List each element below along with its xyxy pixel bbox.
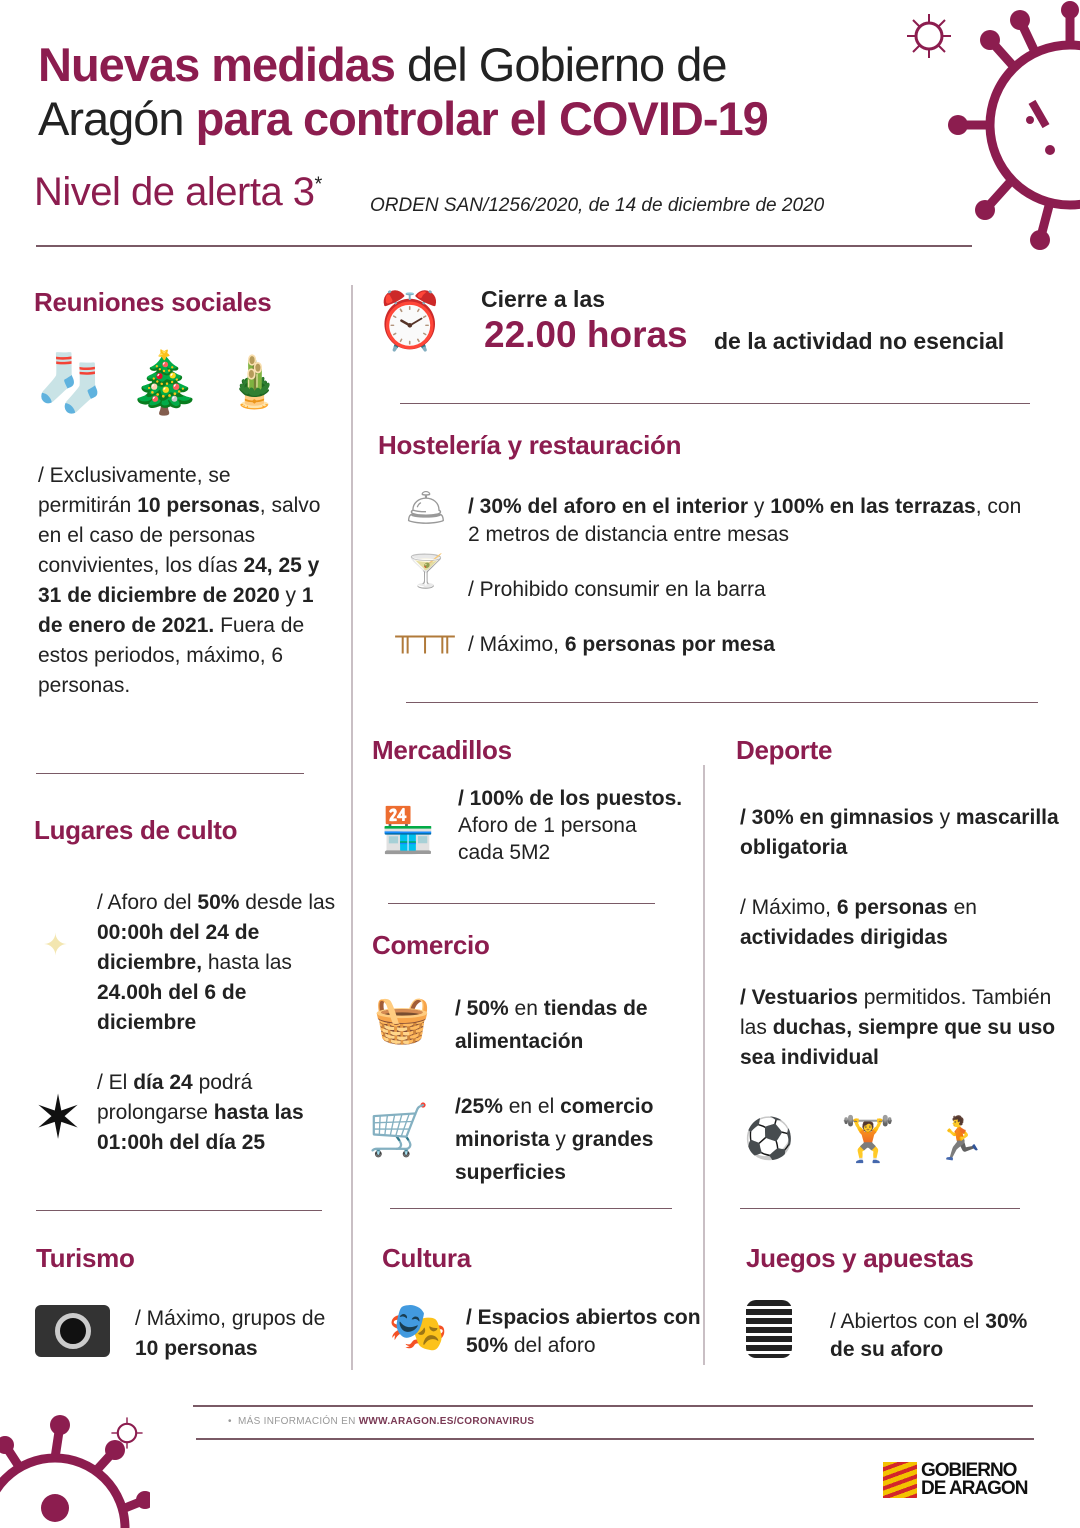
hosteleria-item-3 bbox=[468, 630, 1028, 660]
section-title-culto: Lugares de culto bbox=[34, 815, 238, 845]
divider bbox=[388, 903, 655, 904]
text-segment: /25% bbox=[455, 1095, 503, 1118]
divider bbox=[36, 1210, 322, 1211]
deporte-item-3 bbox=[740, 983, 1060, 1073]
divider bbox=[740, 1208, 1020, 1209]
text-segment: 6 personas bbox=[836, 896, 948, 919]
text-segment: Nuevas medidas bbox=[38, 38, 395, 91]
comercio-item-2 bbox=[455, 1090, 700, 1189]
text-segment: / 30% en gimnasios bbox=[740, 806, 934, 829]
text-segment: 30% de su aforo bbox=[830, 1310, 1028, 1361]
text-segment: / Exclusivamente, se permitirán bbox=[38, 464, 231, 517]
christmas-tree-icon: 🎄 bbox=[127, 349, 202, 416]
sparkle-icon: ✦ bbox=[42, 928, 69, 962]
hosteleria-item-1 bbox=[468, 493, 1038, 549]
soccer-ball-icon: ⚽ bbox=[744, 1116, 794, 1161]
grocery-basket-icon: 🧺 bbox=[373, 993, 432, 1045]
divider bbox=[36, 773, 304, 774]
more-info: • MÁS INFORMACIÓN EN WWW.ARAGON.ES/CORONAVIRUS bbox=[228, 1416, 535, 1427]
text-segment: permitidos. También las bbox=[740, 986, 1052, 1039]
text-segment: Aforo de 1 persona cada 5M2 bbox=[458, 814, 637, 864]
culto-item-2 bbox=[97, 1068, 337, 1158]
text-segment: mascarilla obligatoria bbox=[740, 806, 1059, 859]
weightlifting-icon: 🏋 bbox=[840, 1115, 896, 1164]
text-segment: 10 personas bbox=[135, 1337, 258, 1360]
text-segment: / Vestuarios bbox=[740, 986, 858, 1009]
cocktail-icon: 🍸 bbox=[406, 552, 446, 589]
footer-divider-top bbox=[193, 1405, 1033, 1407]
text-segment: / 50% bbox=[455, 997, 509, 1020]
section-title-cultura: Cultura bbox=[382, 1243, 471, 1273]
text-segment: hasta las 01:00h del día 25 bbox=[97, 1101, 304, 1154]
deporte-item-1 bbox=[740, 803, 1060, 863]
market-stall-icon: 🏪 bbox=[380, 805, 436, 855]
text-segment: 24.00h del 6 de diciembre bbox=[97, 981, 247, 1034]
text-segment: Aragón bbox=[38, 92, 196, 145]
divider bbox=[406, 702, 1038, 703]
text-segment: 10 personas bbox=[137, 494, 260, 517]
text-segment: / Espacios abiertos con 50% bbox=[466, 1306, 701, 1357]
juegos-text bbox=[830, 1308, 1050, 1364]
text-segment: en bbox=[508, 997, 544, 1020]
title-line-2 bbox=[38, 92, 768, 146]
virus-small-icon-top bbox=[905, 12, 953, 60]
virus-small-icon-bottom bbox=[110, 1416, 144, 1450]
text-segment: 00:00h del 24 de diciembre, bbox=[97, 921, 260, 974]
section-title-comercio: Comercio bbox=[372, 930, 490, 960]
coronavirus-link[interactable]: WWW.ARAGON.ES/CORONAVIRUS bbox=[358, 1416, 535, 1427]
text-segment: / Máximo, bbox=[740, 896, 837, 919]
aragon-flag-icon bbox=[883, 1462, 917, 1498]
christmas-stocking-icon: 🧦 bbox=[35, 350, 105, 414]
text-segment: / Prohibido consumir en la barra bbox=[468, 578, 766, 601]
comercio-item-1 bbox=[455, 992, 695, 1058]
virus-decoration-top-right bbox=[940, 0, 1080, 260]
star-icon: ✶ bbox=[32, 1083, 84, 1151]
text-segment: y bbox=[748, 495, 771, 518]
hosteleria-item-2 bbox=[468, 575, 1028, 605]
text-segment: / Máximo, bbox=[468, 633, 565, 656]
text-segment: del aforo bbox=[508, 1334, 596, 1357]
page-title bbox=[38, 38, 768, 146]
text-segment: / 100% de los puestos. bbox=[458, 787, 683, 810]
text-segment: hasta las bbox=[202, 951, 292, 974]
alarm-clock-icon: ⏰ bbox=[375, 289, 445, 352]
text-segment: y bbox=[933, 806, 956, 829]
turismo-text bbox=[135, 1304, 335, 1364]
text-segment: para controlar el COVID-19 bbox=[195, 92, 768, 145]
deporte-item-2 bbox=[740, 893, 1060, 953]
order-reference: ORDEN SAN/1256/2020, de 14 de diciembre de 2020 bbox=[370, 195, 825, 216]
text-segment: podrá prolongarse bbox=[97, 1071, 253, 1124]
title-line-1 bbox=[38, 38, 768, 92]
text-segment: / El bbox=[97, 1071, 134, 1094]
text-segment: Fuera de estos periodos, máximo, 6 personas. bbox=[38, 614, 305, 697]
text-segment: , salvo en el caso de personas convivientes, los días bbox=[38, 494, 321, 577]
divider bbox=[390, 1208, 672, 1209]
cierre-time: 22.00 horas bbox=[484, 314, 688, 355]
text-segment: en el bbox=[502, 1095, 561, 1118]
shopping-cart-icon: 🛒 bbox=[367, 1102, 431, 1158]
alert-level: Nivel de alerta 3* bbox=[34, 170, 322, 214]
gobierno-aragon-logo: GOBIERNO DE ARAGON bbox=[883, 1462, 1027, 1498]
text-segment: día 24 bbox=[133, 1071, 193, 1094]
text-segment: 50% bbox=[197, 891, 240, 914]
text-segment: desde las bbox=[239, 891, 336, 914]
text-segment: , con 2 metros de distancia entre mesas bbox=[468, 495, 1022, 546]
text-segment: / Máximo, grupos de bbox=[135, 1307, 326, 1330]
text-segment: grandes superficies bbox=[455, 1128, 654, 1184]
section-title-mercadillos: Mercadillos bbox=[372, 735, 512, 765]
header-divider bbox=[36, 245, 972, 247]
text-segment: actividades dirigidas bbox=[740, 926, 948, 949]
text-segment: 24, 25 y 31 de diciembre de 2020 bbox=[38, 554, 320, 607]
column-divider-2 bbox=[703, 765, 705, 1365]
text-segment: 100% en las terrazas bbox=[770, 495, 976, 518]
mercadillos-text bbox=[458, 785, 683, 866]
cultura-text bbox=[466, 1304, 701, 1360]
reuniones-text bbox=[38, 461, 323, 701]
text-segment: / Abiertos con el bbox=[830, 1310, 986, 1333]
section-title-deporte: Deporte bbox=[736, 735, 833, 765]
footer-divider-bottom bbox=[196, 1438, 1034, 1440]
theater-masks-icon: 🎭 bbox=[388, 1300, 448, 1354]
text-segment: tiendas de alimentación bbox=[455, 997, 648, 1053]
text-segment: / 30% del aforo en el interior bbox=[468, 495, 749, 518]
runner-icon: 🏃 bbox=[933, 1114, 987, 1162]
section-title-reuniones: Reuniones sociales bbox=[34, 287, 272, 317]
culto-item-1 bbox=[97, 888, 347, 1038]
restaurant-table-icon: ╥┬╥ bbox=[395, 620, 455, 651]
text-segment: / Aforo del bbox=[97, 891, 198, 914]
column-divider-1 bbox=[351, 285, 353, 1370]
text-segment: en bbox=[947, 896, 977, 919]
text-segment: y bbox=[549, 1128, 572, 1151]
cierre-label: Cierre a las bbox=[481, 286, 606, 312]
text-segment: duchas, siempre que su uso sea individual bbox=[740, 1016, 1056, 1069]
casino-chips-icon bbox=[746, 1300, 792, 1358]
section-title-turismo: Turismo bbox=[36, 1243, 135, 1273]
cierre-suffix: de la actividad no esencial bbox=[714, 328, 1005, 354]
text-segment: y bbox=[279, 584, 302, 607]
section-title-hosteleria: Hostelería y restauración bbox=[378, 430, 682, 460]
section-title-juegos: Juegos y apuestas bbox=[746, 1243, 974, 1273]
text-segment: 6 personas por mesa bbox=[564, 633, 775, 656]
camera-icon bbox=[35, 1305, 110, 1357]
serving-cloche-icon: 🛎 bbox=[404, 489, 448, 527]
text-segment: comercio minorista bbox=[455, 1095, 654, 1151]
christmas-ornaments-icon: 🎍 bbox=[223, 354, 286, 410]
text-segment: 1 de enero de 2021. bbox=[38, 584, 314, 637]
divider bbox=[400, 403, 1030, 404]
text-segment: del Gobierno de bbox=[394, 38, 727, 91]
